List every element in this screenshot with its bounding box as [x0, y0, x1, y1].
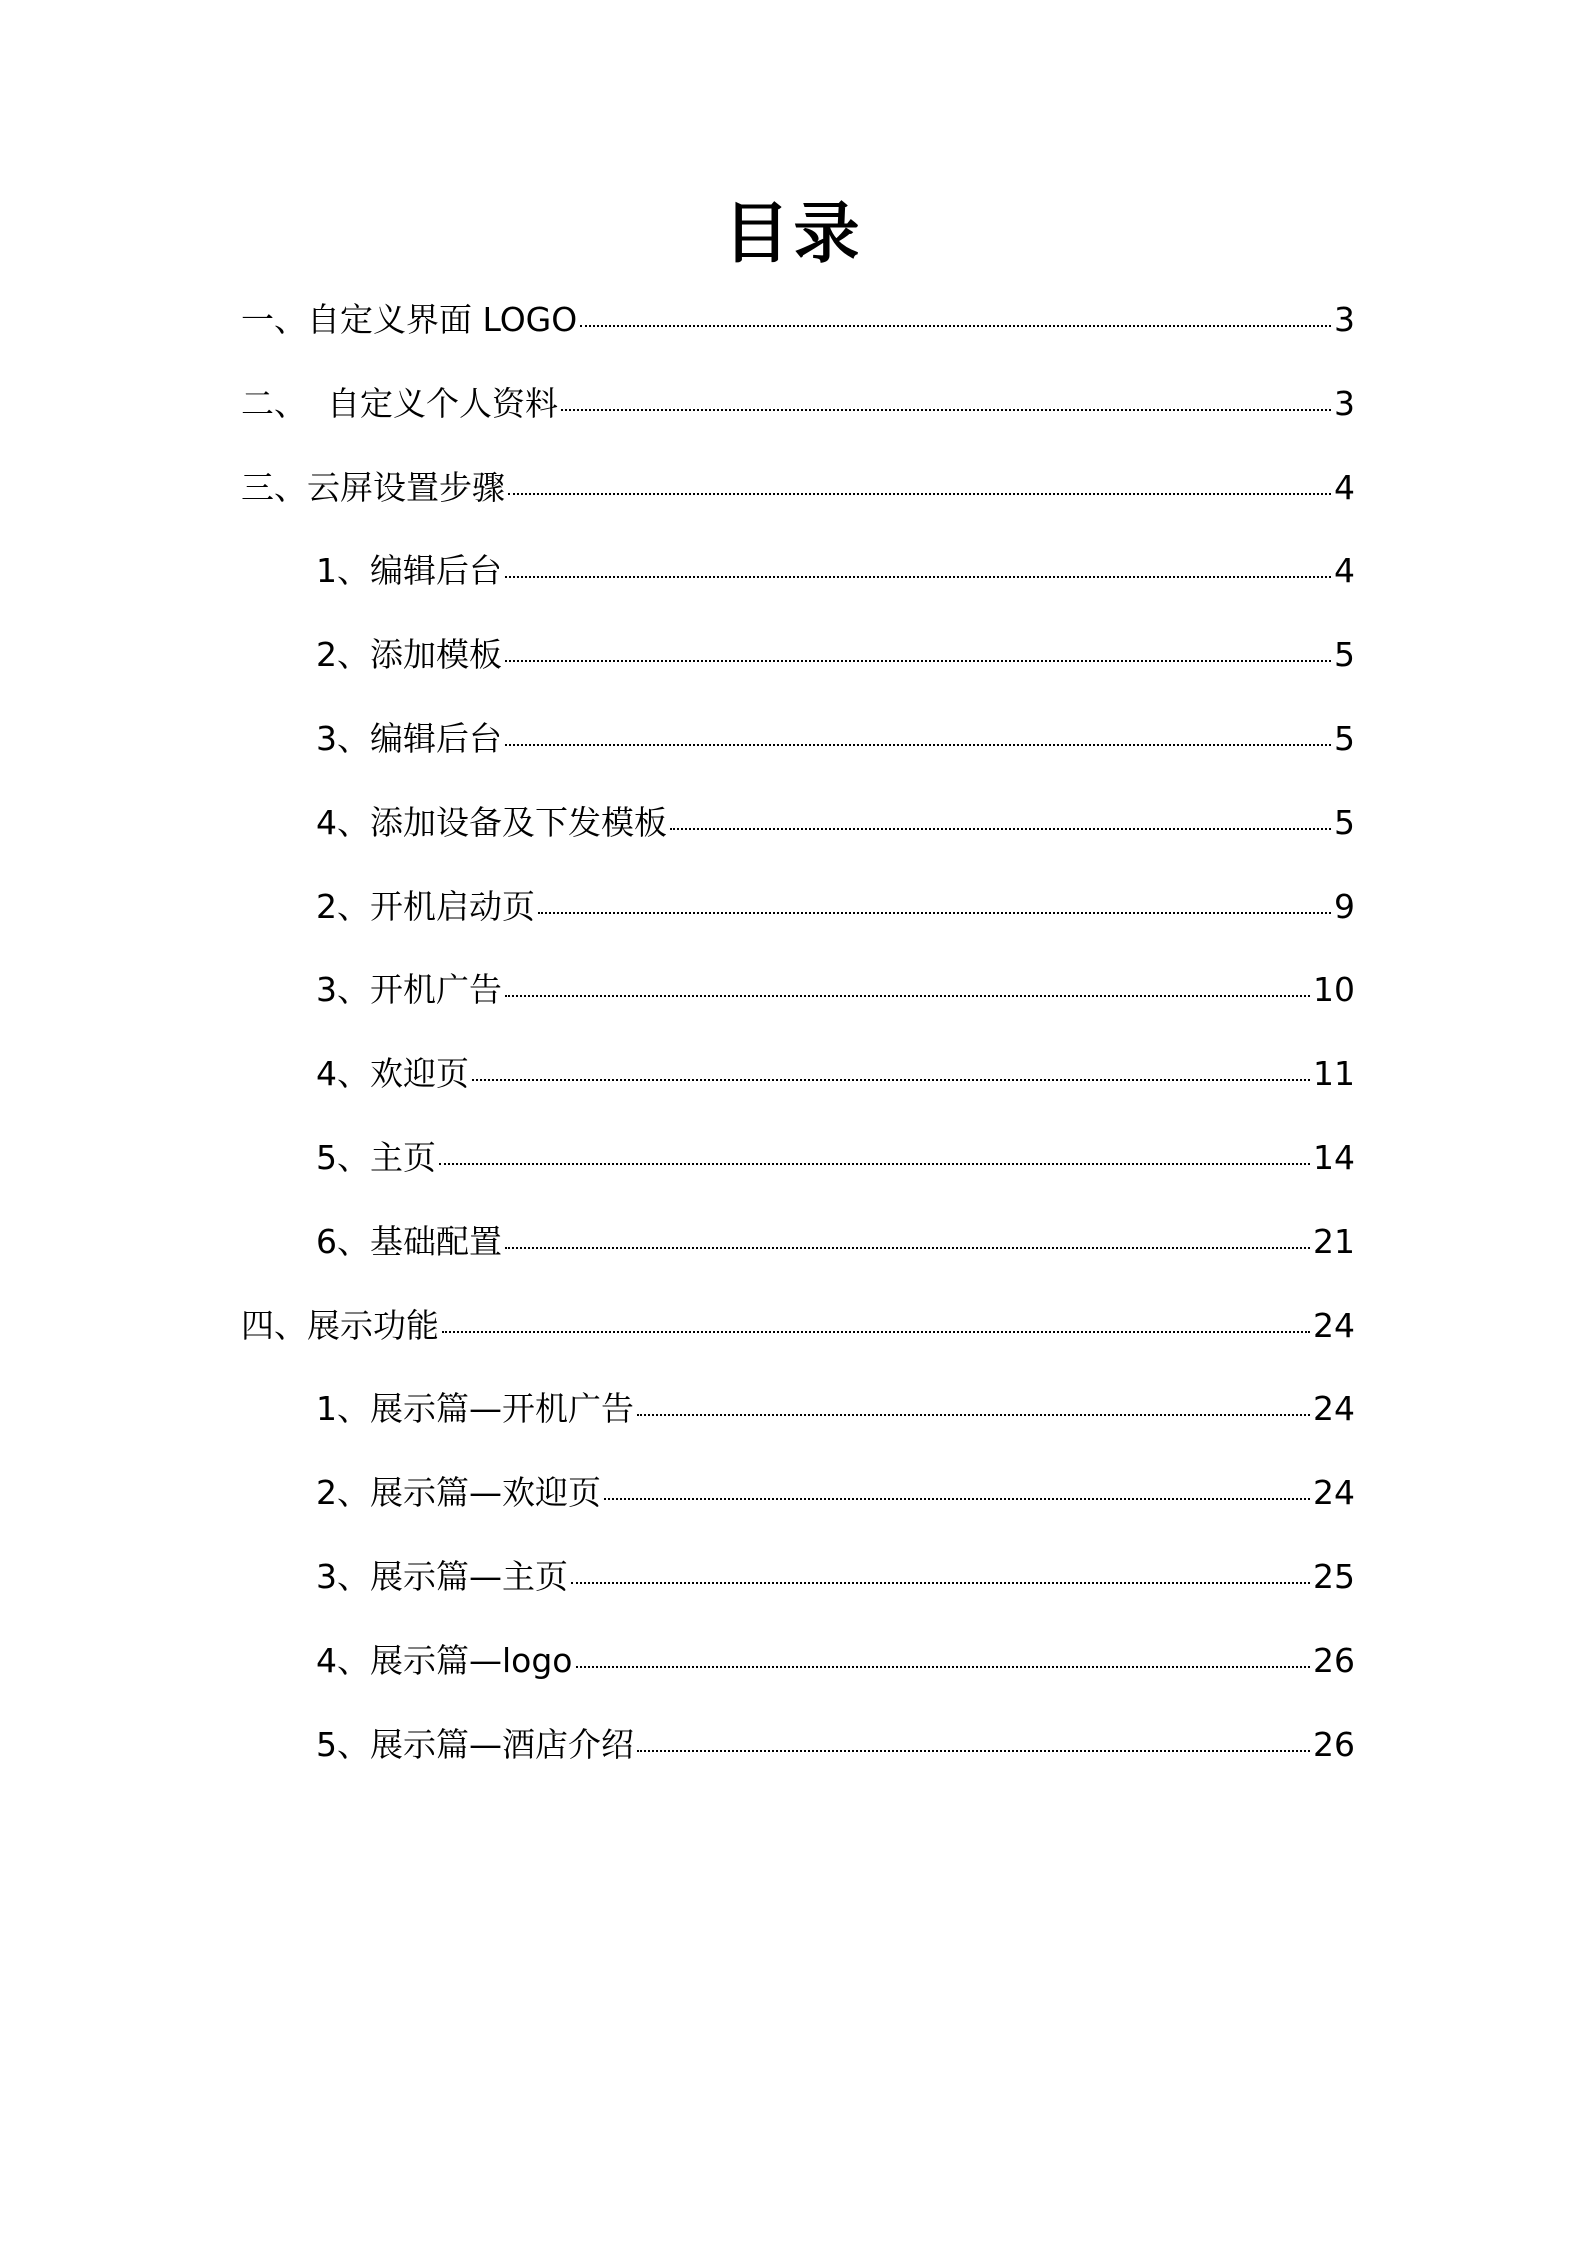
toc-entry-label [316, 948, 502, 1032]
toc-entry-text: 基础配置 [370, 1221, 502, 1261]
toc-entry[interactable] [0, 948, 1587, 1032]
toc-entry[interactable] [0, 1116, 1587, 1200]
toc-page-number: 11 [1313, 1054, 1355, 1094]
toc-entry[interactable] [0, 1284, 1587, 1368]
toc-page-number: 5 [1334, 718, 1355, 758]
toc-entry-label [316, 697, 502, 781]
toc-entry-text: 欢迎页 [370, 1054, 469, 1094]
toc-entry[interactable] [0, 1367, 1587, 1451]
dot-leader [439, 1163, 1310, 1165]
toc-entry[interactable] [0, 613, 1587, 697]
toc-entry-text: 开机启动页 [370, 886, 535, 926]
dot-leader [538, 912, 1331, 914]
toc-entry[interactable] [0, 781, 1587, 865]
toc-page-number: 4 [1334, 551, 1355, 591]
toc-entry-prefix: 5、 [316, 1137, 370, 1177]
dot-leader [505, 576, 1331, 578]
toc-entry-prefix: 2、 [316, 886, 370, 926]
dot-leader [670, 828, 1331, 830]
toc-entry[interactable] [0, 1703, 1587, 1787]
toc-entry-label [316, 1200, 502, 1284]
toc-entry-prefix: 二、 [241, 383, 307, 423]
toc-entry-label [316, 1367, 634, 1451]
toc-entry-prefix: 2、 [316, 1473, 370, 1513]
toc-entry[interactable] [0, 1451, 1587, 1535]
toc-page-number: 24 [1313, 1473, 1355, 1513]
dot-leader [505, 1247, 1310, 1249]
toc-entry-label [316, 1535, 568, 1619]
toc-entry-prefix: 4、 [316, 1054, 370, 1094]
toc-entry-text: 编辑后台 [370, 551, 502, 591]
toc-entry[interactable] [0, 362, 1587, 446]
toc-page-number: 21 [1313, 1221, 1355, 1261]
toc-entry-label [316, 1032, 469, 1116]
dot-leader [604, 1498, 1310, 1500]
toc-entry[interactable] [0, 529, 1587, 613]
toc-entry-label [241, 362, 558, 446]
toc-entry-text: 自定义个人资料 [327, 383, 558, 423]
toc-page-number: 9 [1334, 886, 1355, 926]
toc-entry-prefix: 一、 [241, 300, 307, 339]
toc-entry[interactable] [0, 865, 1587, 949]
toc-page-number: 3 [1334, 383, 1355, 423]
toc-entry-text: 云屏设置步骤 [307, 467, 505, 507]
toc-entry-prefix: 2、 [316, 635, 370, 675]
toc-entry-label [241, 1284, 439, 1368]
dot-leader [571, 1582, 1310, 1584]
toc-title: 目录 [723, 194, 864, 272]
toc-entry[interactable] [0, 1535, 1587, 1619]
toc-page-number: 26 [1313, 1724, 1355, 1764]
dot-leader [637, 1414, 1310, 1416]
toc-entry-label [316, 529, 502, 613]
toc-page-number: 4 [1334, 467, 1355, 507]
toc-entry-text: 主页 [370, 1137, 436, 1177]
toc-entry-text: 添加设备及下发模板 [370, 802, 667, 842]
toc-entry[interactable] [0, 1619, 1587, 1703]
toc-entry[interactable] [0, 697, 1587, 781]
toc-entry-text: 展示篇—欢迎页 [370, 1473, 601, 1513]
toc-page-number: 5 [1334, 635, 1355, 675]
toc-entry-label [316, 1619, 573, 1703]
dot-leader [505, 744, 1331, 746]
dot-leader [580, 325, 1331, 327]
dot-leader [442, 1331, 1310, 1333]
toc-entry-text: 自定义界面 LOGO [307, 300, 578, 339]
toc-entry-text: 展示功能 [307, 1305, 439, 1345]
toc-entry-prefix: 3、 [316, 1556, 370, 1596]
toc-entry-prefix: 三、 [241, 467, 307, 507]
toc-entry[interactable] [0, 1032, 1587, 1116]
dot-leader [472, 1079, 1310, 1081]
toc-entry-prefix: 3、 [316, 970, 370, 1010]
toc-entry-prefix: 4、 [316, 802, 370, 842]
toc-entry-label [241, 278, 577, 362]
toc-entry-text: 展示篇—主页 [370, 1556, 568, 1596]
toc-entry-text: 编辑后台 [370, 718, 502, 758]
dot-leader [637, 1750, 1310, 1752]
toc-entry[interactable] [0, 446, 1587, 530]
toc-page-number: 5 [1334, 802, 1355, 842]
dot-leader [576, 1666, 1311, 1668]
toc-page-number: 26 [1313, 1640, 1355, 1680]
toc-entry-label [316, 781, 667, 865]
toc-entry-label [316, 1116, 436, 1200]
toc-entry-prefix: 1、 [316, 1389, 370, 1429]
toc-entry-text: 展示篇—酒店介绍 [370, 1724, 634, 1764]
toc-page-number: 24 [1313, 1389, 1355, 1429]
toc-entry-prefix: 3、 [316, 718, 370, 758]
toc-entry-label [316, 613, 502, 697]
toc-page-number: 25 [1313, 1556, 1355, 1596]
toc-entry-prefix: 1、 [316, 551, 370, 591]
toc-entry-prefix: 4、 [316, 1640, 370, 1680]
toc-entry-label [316, 865, 535, 949]
toc-entry-label [241, 446, 505, 530]
toc-entry[interactable] [0, 1200, 1587, 1284]
dot-leader [505, 660, 1331, 662]
toc-entry-text: 开机广告 [370, 970, 502, 1010]
toc-page-number: 14 [1313, 1137, 1355, 1177]
toc-entry-prefix: 5、 [316, 1724, 370, 1764]
toc-page-number: 3 [1334, 300, 1355, 339]
toc-entry-label [316, 1451, 601, 1535]
dot-leader [505, 995, 1310, 997]
toc-entry[interactable] [0, 278, 1587, 362]
toc-entry-text: 添加模板 [370, 635, 502, 675]
toc-list [0, 278, 1587, 1786]
dot-leader [508, 493, 1331, 495]
toc-entry-text: 展示篇—logo [370, 1640, 573, 1680]
toc-page-number: 24 [1313, 1305, 1355, 1345]
toc-entry-prefix: 四、 [241, 1305, 307, 1345]
dot-leader [561, 409, 1331, 411]
toc-entry-prefix: 6、 [316, 1221, 370, 1261]
toc-page-number: 10 [1313, 970, 1355, 1010]
toc-entry-label [316, 1703, 634, 1787]
toc-entry-text: 展示篇—开机广告 [370, 1389, 634, 1429]
